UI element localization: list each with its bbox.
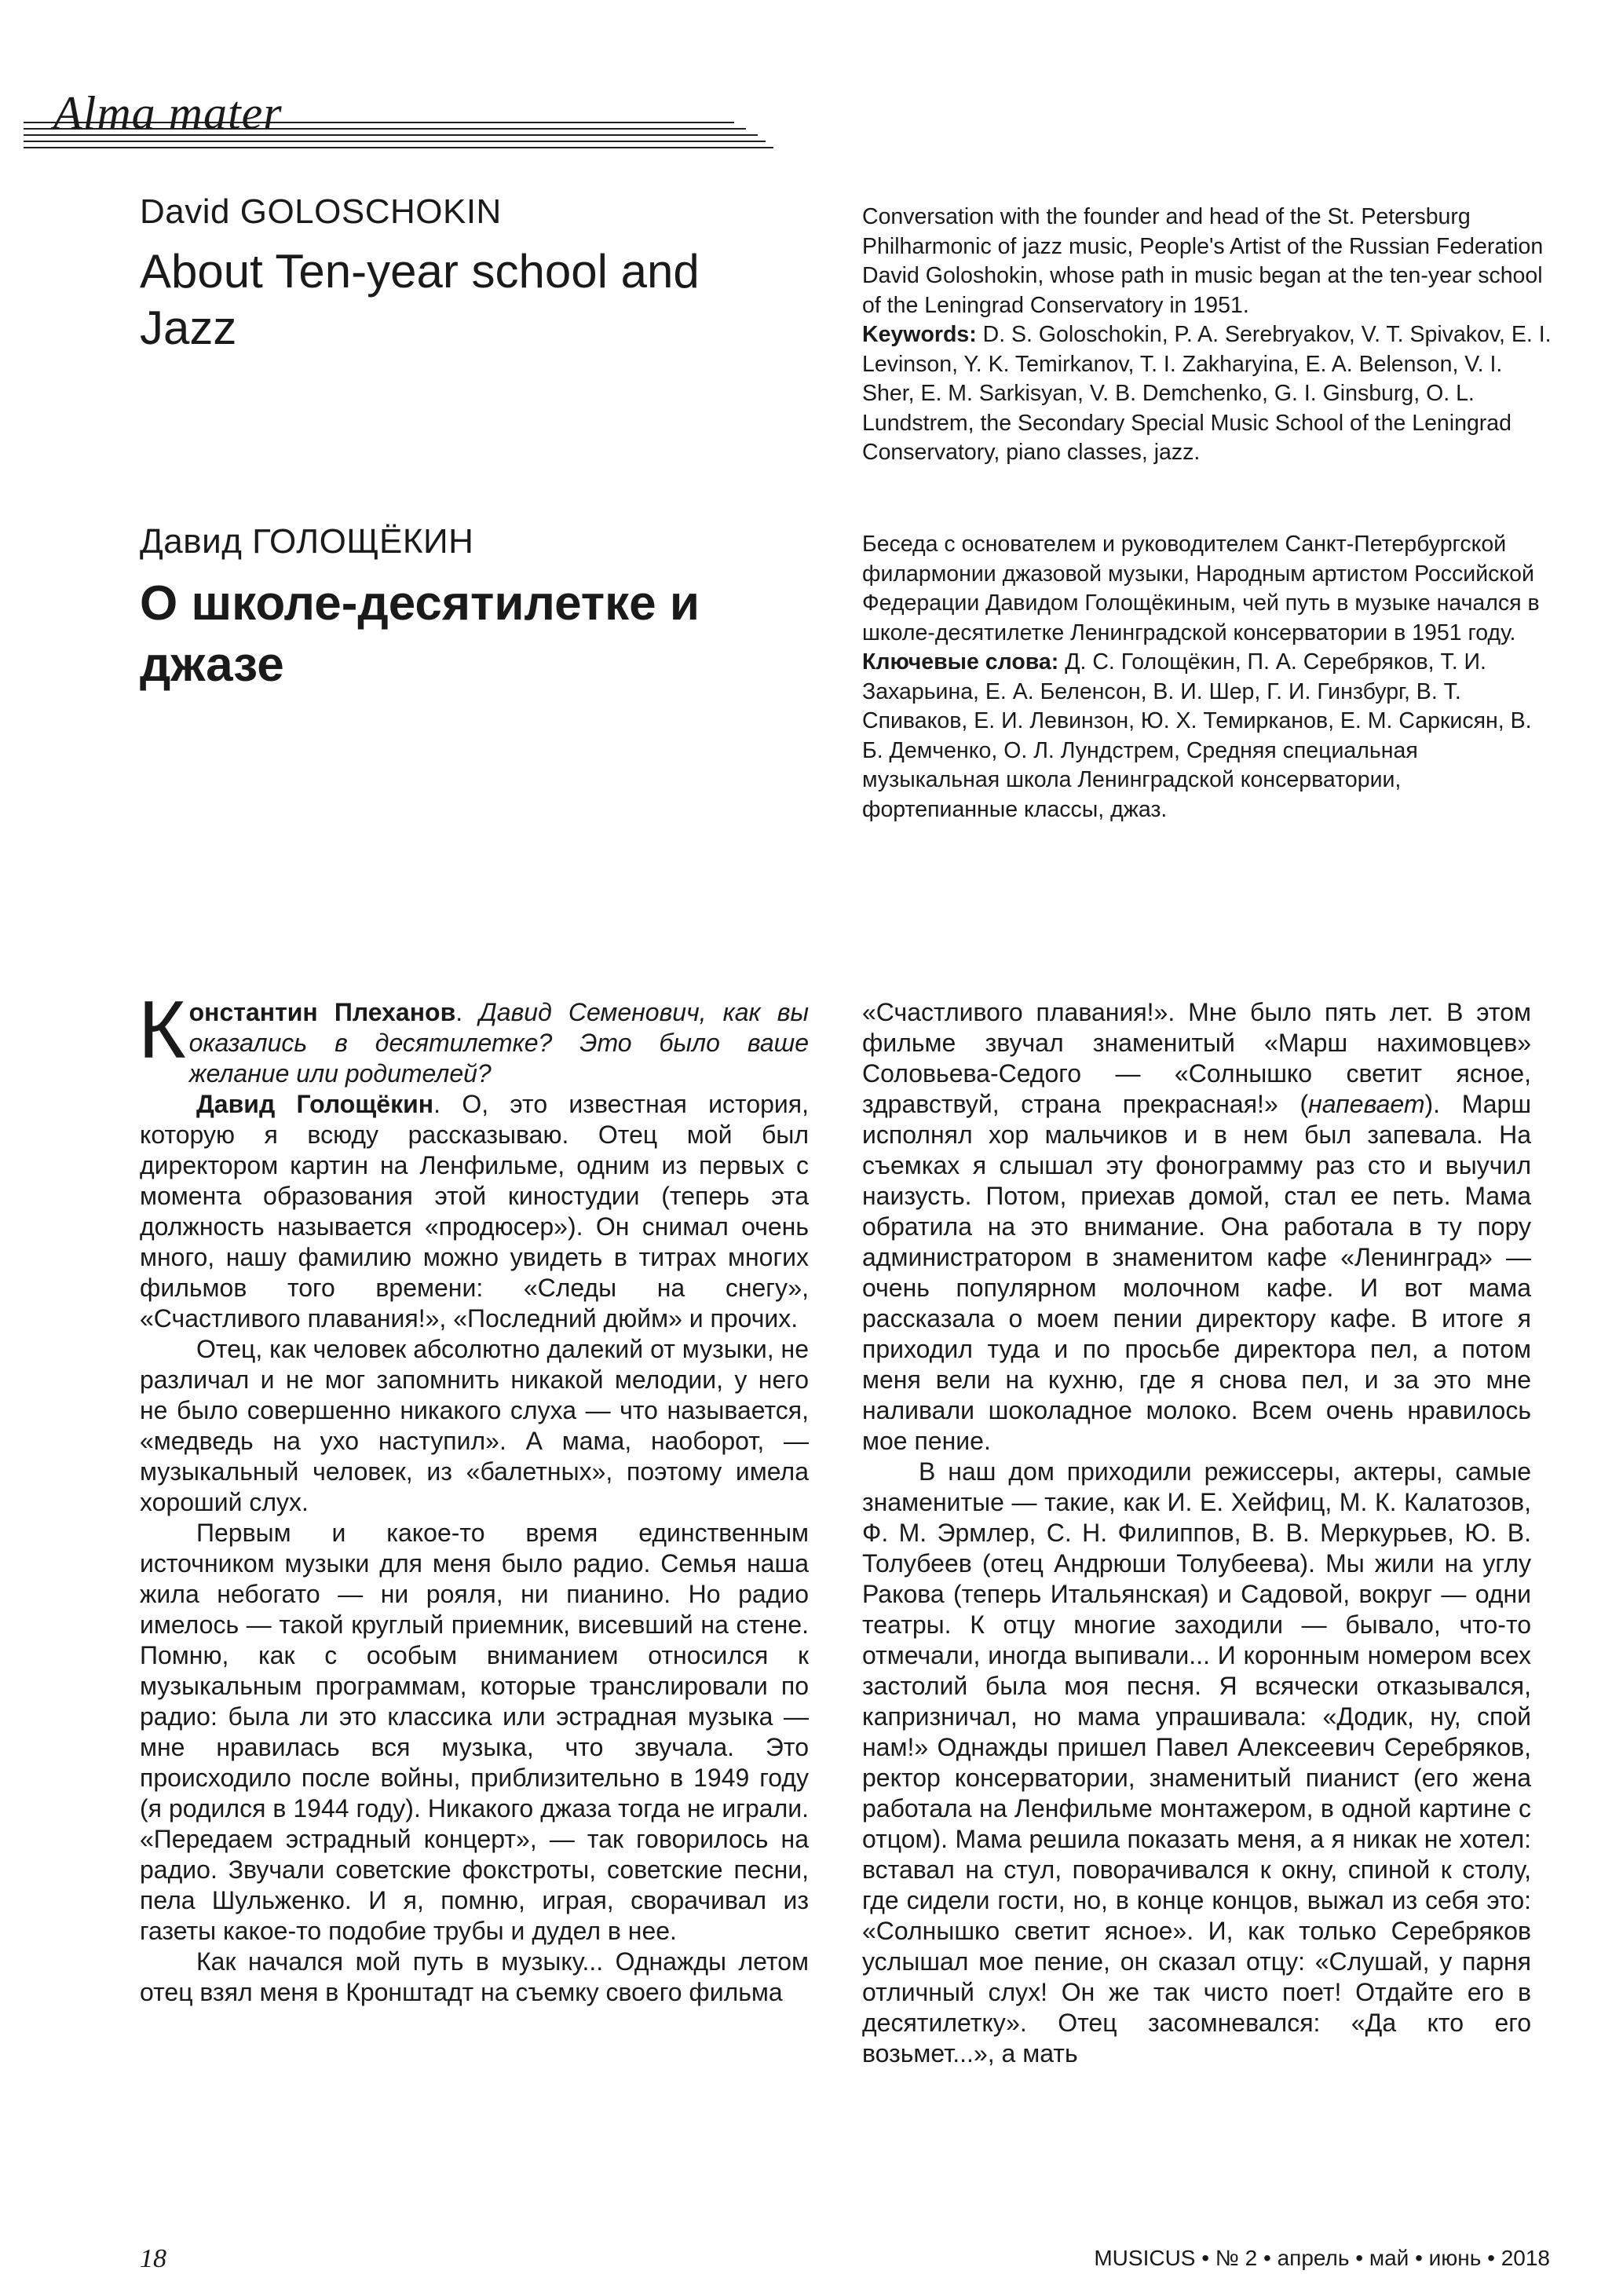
dropcap: К — [138, 985, 186, 1076]
section-title: Alma mater — [53, 87, 283, 139]
paragraph-question: Константин Плеханов. Давид Семенович, как вы оказались в десятилетке? Это было ваше желание или родителей? — [138, 985, 810, 1088]
keywords-ru-label: Ключевые слова: — [862, 649, 1059, 675]
paragraph-5-part1: «Счастливого плавания!». Мне было пять лет. В этом фильме звучал знаменитый «Марш нахимовцев» Соловьева-Седого — «Солнышко светит ясное, здравствуй, страна прекрасная!» ( — [862, 998, 1531, 1118]
paragraph-1-text: О, это известная история, которую я всюду рассказываю. Отец мой был директором картин на Ленфильме, одним из первых с момента образования этой киностудии (теперь эта должность называется «продюсер»). Он снимал очень много, нашу фамилию можно увидеть в титрах многих фильмов того времени: «Следы на снегу», «Счастливого плавания!», «Последний дюйм» и прочих. — [140, 1090, 810, 1333]
paragraph-1: Давид Голощёкин. О, это известная история, которую я всюду рассказываю. Отец мой был директором картин на Ленфильме, одним из первых с момента образования этой киностудии (теперь эта должность называется «продюсер»). Он снимал очень много, нашу фамилию можно увидеть в титрах многих фильмов того времени: «Следы на снегу», «Счастливого плавания!», «Последний дюйм» и прочих. — [140, 1090, 810, 1333]
author-en: David GOLOSCHOKIN — [140, 192, 502, 231]
interviewer-question: Давид Семенович, как вы оказались в десятилетке? Это было ваше желание или родителей? — [188, 998, 810, 1088]
abstract-ru-text: Беседа с основателем и руководителем Санкт-Петербургской филармонии джазовой музыки, Народным артистом Российской Федерации Давидом Голощёкиным, чей путь в музыке начался в школе-десятилетке Ленинградской консерватории в 1951 году. — [862, 532, 1540, 645]
keywords-ru: Д. С. Голощёкин, П. А. Серебряков, Т. И. Захарьина, Е. А. Беленсон, В. И. Шер, Г. И. Гинзбург, В. Т. Спиваков, Е. И. Левинзон, Ю. Х. Темирканов, Е. М. Саркисян, В. Б. Демченко, О. Л. Лундстрем, Средняя специальная музыкальная школа Ленинградской консерватории, фортепианные классы, джаз. — [862, 649, 1532, 822]
author-ru: Давид ГОЛОЩЁКИН — [140, 522, 474, 561]
paragraph-5 — [862, 997, 1531, 1457]
title-en: About Ten-year school and Jazz — [140, 245, 700, 354]
respondent-name: Давид Голощёкин — [196, 1090, 434, 1118]
abstract-en-text: Conversation with the founder and head of the St. Petersburg Philharmonic of jazz music, People's Artist of the Russian Federation David Goloshokin, whose path in music began at the ten-year school of the Leningrad Conservatory in 1951. — [862, 204, 1544, 318]
keywords-en: D. S. Goloschokin, P. A. Serebryakov, V. T. Spivakov, E. I. Levinson, Y. K. Temirkanov, T. I. Zakharyina, E. A. Belenson, V. I. Sher, E. M. Sarkisyan, V. B. Demchenko, G. I. Ginsburg, O. L. Lundstrem, the Secondary Special Music School of the Leningrad Conservatory, piano classes, jazz. — [862, 322, 1552, 465]
title-ru: О школе-десятилетке и джазе — [140, 576, 700, 692]
abstract-ru — [862, 530, 1553, 824]
paragraph-5-part2: ). Марш исполнял хор мальчиков и в нем был запевала. На съемках я слышал эту фонограмму раз сто и выучил наизусть. Потом, приехав домой, стал ее петь. Мама обратила на это внимание. Она работала в ту пору администратором в знаменитом кафе «Ленинград» — очень популярном молочном кафе. И вот мама рассказала о моем пении директору кафе. В итоге я приходил туда и по просьбе директора пел, а потом меня вели на кухню, где я снова пел, и за это мне наливали шоколадное молоко. Всем очень нравилось мое пение. — [862, 1090, 1532, 1455]
body-column-left — [138, 985, 810, 2008]
paragraph-5-italic: напевает — [1308, 1090, 1425, 1118]
paragraph-2: Отец, как человек абсолютно далекий от музыки, не различал и не мог запомнить никакой мелодии, у него не было совершенно никакого слуха — что называется, «медведь на ухо наступил». А мама, наоборот, — музыкальный человек, из «балетных», поэтому имела хороший слух. — [140, 1335, 809, 1516]
section-header — [0, 47, 785, 181]
journal-footer: MUSICUS • № 2 • апрель • май • июнь • 2018 — [1094, 2246, 1550, 2270]
body-column-right — [862, 997, 1531, 2069]
paragraph-3: Первым и какое-то время единственным источником музыки для меня было радио. Семья наша жила небогато — ни рояля, ни пианино. Но радио имелось — такой круглый приемник, висевший на стене. Помню, как с особым вниманием относился к музыкальным программам, которые транслировали по радио: была ли это классика или эстрадная музыка — мне нравилась вся музыка, что звучала. Это происходило после войны, приблизительно в 1949 году (я родился в 1944 году). Никакого джаза тогда не играли. «Передаем эстрадный концерт», — так говорилось на радио. Звучали советские фокстроты, советские песни, пела Шульженко. И я, помню, играя, сворачивал из газеты какое-то подобие трубы и дудел в нее. — [140, 1519, 809, 1945]
keywords-en-label: Keywords: — [862, 322, 977, 347]
abstract-en — [862, 203, 1553, 468]
interviewer-name: онстантин Плеханов — [188, 998, 456, 1026]
page-number: 18 — [140, 2244, 166, 2273]
paragraph-4: Как начался мой путь в музыку... Однажды летом отец взял меня в Кронштадт на съемку своего фильма — [140, 1947, 809, 2006]
paragraph-6: В наш дом приходили режиссеры, актеры, самые знаменитые — такие, как И. Е. Хейфиц, М. К. Калатозов, Ф. М. Эрмлер, С. Н. Филиппов, В. В. Меркурьев, Ю. В. Толубеев (отец Андрюши Толубеева). Мы жили на углу Ракова (теперь Итальянская) и Садовой, вокруг — одни театры. К отцу многие заходили — бывало, что-то отмечали, иногда выпивали... И коронным номером всех застолий была моя песня. Я всячески отказывался, капризничал, но мама упрашивала: «Додик, ну, спой нам!» Однажды пришел Павел Алексеевич Серебряков, ректор консерватории, знаменитый пианист (его жена работала на Ленфильме монтажером, в одной картине с отцом). Мама решила показать меня, а я никак не хотел: вставал на стул, поворачивался к окну, спиной к столу, где сидели гости, но, в конце концов, выжал из себя это: «Солнышко светит ясное». И, как только Серебряков услышал мое пение, он сказал отцу: «Слушай, у парня отличный слух! Он же так чисто поет! Отдайте его в десятилетку». Отец засомневался: «Да кто его возьмет...», а мать — [862, 1457, 1531, 2067]
